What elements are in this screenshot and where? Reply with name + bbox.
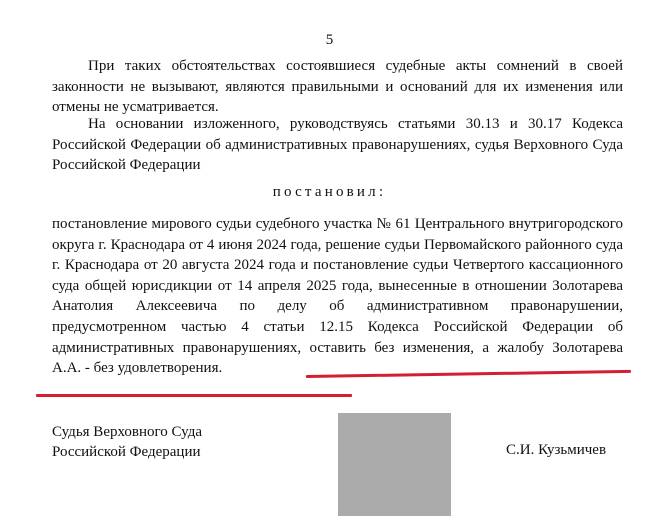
paragraph-legal-basis-text: На основании изложенного, руководствуясь статьями 30.13 и 30.17 Кодекса Российской Федерации об административных правонарушениях, судья Верховного Суда Российской Федерации xyxy=(52,116,623,174)
paragraph-legal-basis xyxy=(52,114,623,176)
paragraph-circumstances xyxy=(52,56,623,118)
red-underline-mark xyxy=(36,394,352,397)
decision-paragraph: постановление мирового судьи судебного участка № 61 Центрального внутригородского округа г. Краснодара от 4 июня 2024 года, решение судьи Первомайского районного суда г. Краснодара от 20 августа 2024 года и постановление судьи Четвертого кассационного суда общей юрисдикции от 14 апреля 2025 года, вынесенные в отношении Золотарева Анатолия Алексеевича по делу об административном правонарушении, предусмотренном частью 4 статьи 12.15 Кодекса Российской Федерации об административных правонарушениях, оставить без изменения, а жалобу Золотарева А.А. - без удовлетворения. xyxy=(52,216,623,377)
judge-title-line1: Судья Верховного Суда xyxy=(52,424,203,440)
judge-title xyxy=(52,422,202,462)
page-number: 5 xyxy=(325,32,334,48)
paragraph-circumstances-text: При таких обстоятельствах состоявшиеся судебные акты сомнений в своей законности не вызывают, являются правильными и оснований для их изменения или отмены не усматривается. xyxy=(52,58,623,116)
redacted-signature-block xyxy=(338,413,451,516)
judge-title-line2: Российской Федерации xyxy=(52,444,201,460)
judge-name: С.И. Кузьмичев xyxy=(506,442,607,458)
decree-heading: постановил: xyxy=(272,184,387,200)
